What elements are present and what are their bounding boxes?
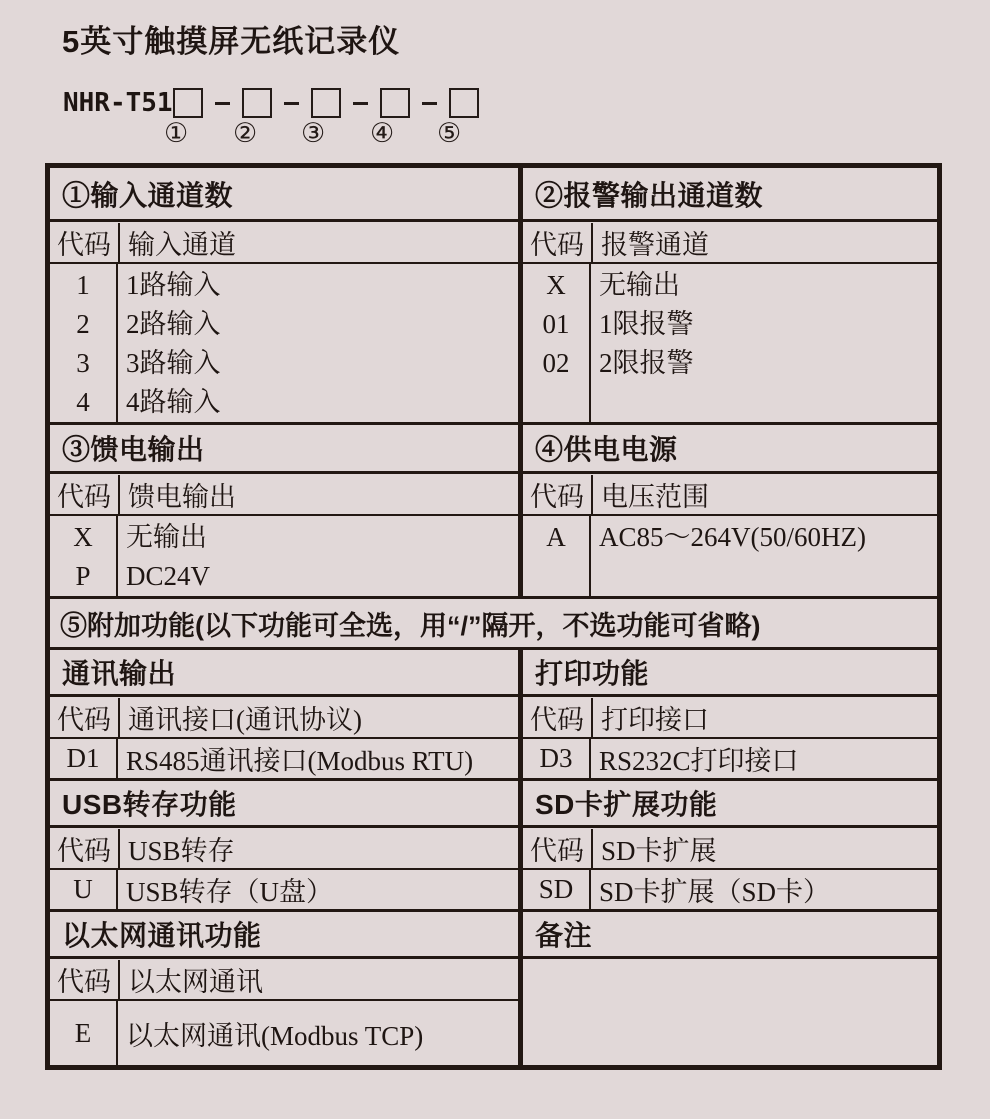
- s4-desc-1: AC85～264V(50/60HZ): [599, 522, 866, 552]
- model-dash-3: [353, 102, 368, 105]
- s1-desc-1: 1路输入: [126, 270, 221, 300]
- section-input-alarm: [50, 168, 937, 425]
- section-comm-print: [50, 650, 937, 781]
- print-title: 打印功能: [523, 650, 937, 697]
- s3-code-1: X: [73, 522, 93, 552]
- section-usb-sd: [50, 781, 937, 912]
- marker-5: ⑤: [437, 118, 462, 149]
- note-empty-cell: [523, 959, 937, 1065]
- s2-descs: [591, 264, 937, 422]
- s4-col-desc: 电压范围: [601, 481, 709, 512]
- comm-col-desc: 通讯接口(通讯协议): [128, 704, 362, 735]
- s1-descs: [118, 264, 518, 422]
- s2-code-1: X: [546, 270, 566, 300]
- s3-desc-2: DC24V: [126, 561, 211, 591]
- s1-desc-4: 4路输入: [126, 387, 221, 417]
- sd-desc-1: SD卡扩展（SD卡）: [599, 877, 831, 907]
- usb-code-1: U: [50, 870, 118, 909]
- s4-col-code: 代码: [523, 475, 593, 514]
- s2-code-3: 02: [542, 348, 570, 378]
- s2-code-2: 01: [542, 309, 570, 339]
- usb-col-desc: USB转存: [128, 835, 235, 866]
- page-title: 5英寸触摸屏无纸记录仪: [62, 24, 401, 59]
- s1-code-2: 2: [76, 309, 90, 339]
- s3-code-2: P: [75, 561, 91, 591]
- s1-col-desc: 输入通道: [128, 229, 236, 260]
- s3-codes: [50, 516, 118, 596]
- model-dash-4: [422, 102, 437, 105]
- s2-desc-2: 1限报警: [599, 309, 694, 339]
- section-5-title: ⑤附加功能(以下功能可全选，用“/”隔开，不选功能可省略): [50, 599, 937, 650]
- ordering-spec-table: [45, 163, 942, 1070]
- eth-code-1: E: [50, 1001, 118, 1065]
- model-code-line: [63, 86, 479, 120]
- section-2-title: ②报警输出通道数: [523, 168, 937, 222]
- marker-3: ③: [301, 118, 326, 149]
- print-col-code: 代码: [523, 698, 593, 737]
- usb-title: USB转存功能: [50, 781, 518, 828]
- s3-col-code: 代码: [50, 475, 120, 514]
- comm-code-1: D1: [50, 739, 118, 778]
- usb-col-code: 代码: [50, 829, 120, 868]
- eth-col-desc: 以太网通讯: [128, 966, 263, 997]
- s3-col-desc: 馈电输出: [128, 481, 236, 512]
- sd-code-1: SD: [523, 870, 591, 909]
- section-1-title: ①输入通道数: [50, 168, 518, 222]
- marker-1: ①: [164, 118, 189, 149]
- usb-desc-1: USB转存（U盘）: [126, 877, 334, 907]
- eth-title: 以太网通讯功能: [50, 912, 518, 959]
- section-3-title: ③馈电输出: [50, 425, 518, 474]
- section-power: [50, 425, 937, 599]
- print-code-1: D3: [523, 739, 591, 778]
- comm-col-code: 代码: [50, 698, 120, 737]
- sd-col-desc: SD卡扩展: [601, 835, 717, 866]
- s2-desc-1: 无输出: [599, 270, 680, 300]
- comm-title: 通讯输出: [50, 650, 518, 697]
- s3-descs: [118, 516, 518, 596]
- model-slot-4-box: [380, 88, 410, 118]
- comm-desc-1: RS485通讯接口(Modbus RTU): [126, 746, 474, 776]
- s1-code-4: 4: [76, 387, 90, 417]
- s4-codes: [523, 516, 591, 596]
- marker-4: ④: [370, 118, 395, 149]
- sd-col-code: 代码: [523, 829, 593, 868]
- print-col-desc: 打印接口: [601, 704, 709, 735]
- s1-code-1: 1: [76, 270, 90, 300]
- model-dash-1: [215, 102, 230, 105]
- s4-code-1: A: [546, 522, 566, 552]
- model-slot-5-box: [449, 88, 479, 118]
- eth-desc-1: 以太网通讯(Modbus TCP): [126, 1020, 424, 1051]
- model-prefix: NHR-T51: [63, 88, 173, 118]
- s1-col-code: 代码: [50, 223, 120, 262]
- sd-title: SD卡扩展功能: [523, 781, 937, 828]
- s1-codes: [50, 264, 118, 422]
- s1-desc-3: 3路输入: [126, 348, 221, 378]
- s2-desc-3: 2限报警: [599, 348, 694, 378]
- s3-desc-1: 无输出: [126, 522, 207, 552]
- section-eth-note: [50, 912, 937, 1065]
- eth-col-code: 代码: [50, 960, 120, 999]
- model-slot-1-box: [173, 88, 203, 118]
- model-slot-2-box: [242, 88, 272, 118]
- marker-2: ②: [233, 118, 258, 149]
- s2-codes: [523, 264, 591, 422]
- note-title: 备注: [523, 912, 937, 959]
- model-slot-3-box: [311, 88, 341, 118]
- print-desc-1: RS232C打印接口: [599, 746, 799, 776]
- s2-col-code: 代码: [523, 223, 593, 262]
- section-4-title: ④供电电源: [523, 425, 937, 474]
- s4-descs: [591, 516, 937, 596]
- s2-col-desc: 报警通道: [601, 229, 709, 260]
- s1-code-3: 3: [76, 348, 90, 378]
- s1-desc-2: 2路输入: [126, 309, 221, 339]
- model-dash-2: [284, 102, 299, 105]
